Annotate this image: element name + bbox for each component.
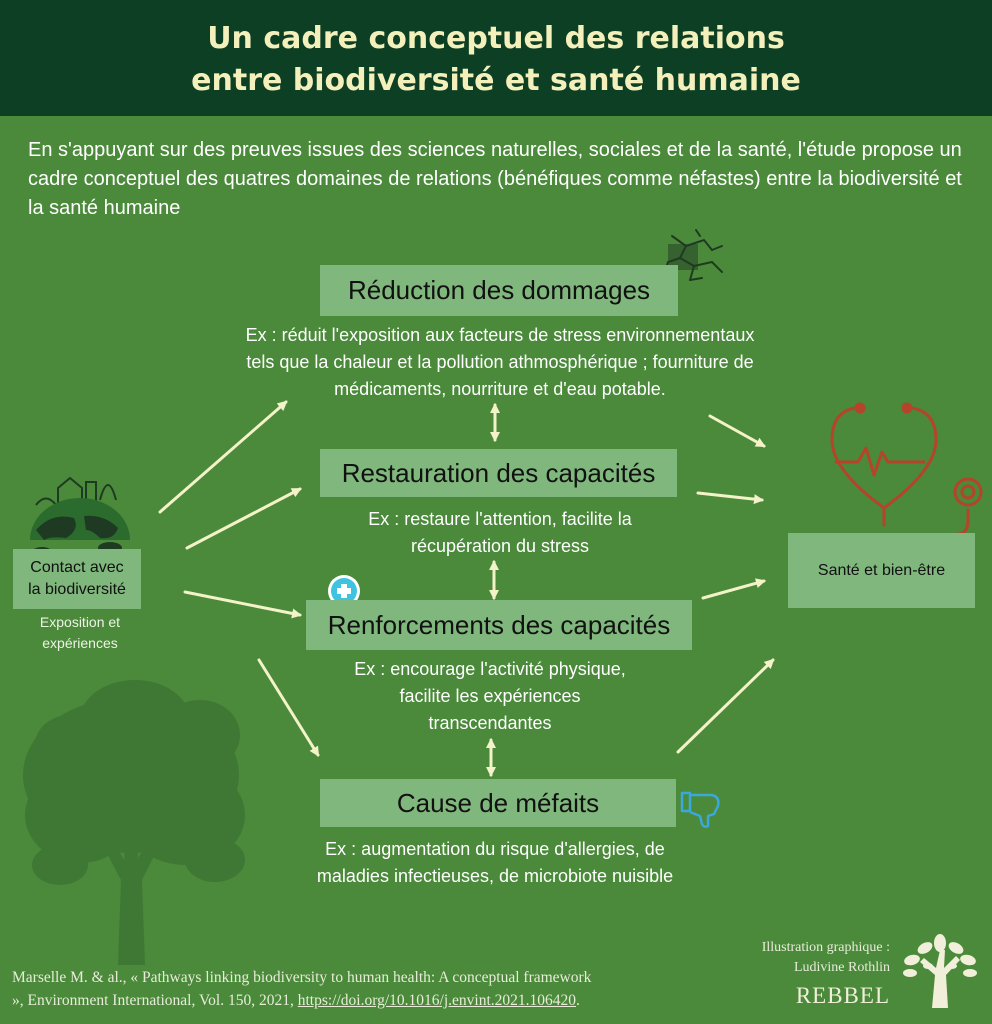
desc-line: Ex : encourage l'activité physique, <box>354 659 626 679</box>
arrow-reduction-to-health <box>710 416 764 446</box>
desc-line: tels que la chaleur et la pollution athmosphérique ; fourniture de <box>246 352 754 372</box>
contact-subtitle <box>10 612 150 654</box>
stethoscope-heartbeat-icon <box>832 404 981 534</box>
desc-line: maladies infectieuses, de microbiote nuisible <box>316 866 674 886</box>
domain-harm-title: Cause de méfaits <box>396 787 600 818</box>
health-label: Santé et bien-être <box>817 561 946 579</box>
doi-link[interactable]: https://doi.org/10.1016/j.envint.2021.106420 <box>297 992 577 1009</box>
contact-sub-line-2: expériences <box>42 635 118 651</box>
globe-city-icon <box>30 478 130 557</box>
domain-restoration-desc <box>300 506 700 560</box>
domain-reduction-title: Réduction des dommages <box>347 275 651 305</box>
domain-reduction-box <box>320 265 678 316</box>
contact-biodiversity-box <box>13 549 141 609</box>
title-line-2: entre biodiversité et santé humaine <box>191 63 801 98</box>
illustration-credit <box>700 938 890 978</box>
arrow-restoration-to-health <box>698 493 762 500</box>
domain-building-desc <box>300 656 680 737</box>
desc-line: facilite les expériences <box>399 686 581 706</box>
health-wellbeing-box <box>788 533 975 608</box>
domain-restoration-title: Restauration des capacités <box>341 457 656 488</box>
citation-line-1: Marselle M. & al., « Pathways linking biodiversity to human health: A conceptual framework <box>12 969 592 986</box>
domain-restoration-box <box>320 449 677 497</box>
citation-line-2-prefix: », Environment International, Vol. 150, 2021, <box>12 992 298 1009</box>
desc-line: Ex : réduit l'exposition aux facteurs de stress environnementaux <box>245 325 755 345</box>
desc-line: médicaments, nourriture et d'eau potable. <box>334 379 666 399</box>
citation-line-2-suffix: . <box>576 992 580 1009</box>
title-line-1: Un cadre conceptuel des relations <box>207 21 785 56</box>
arrow-harm-to-health <box>678 660 773 752</box>
contact-label-line-2: la biodiversité <box>28 581 126 598</box>
domain-reduction-desc <box>190 322 810 403</box>
desc-line: récupération du stress <box>410 536 590 556</box>
domain-harm-box <box>320 779 676 827</box>
credit-line-2: Ludivine Rothlin <box>793 960 890 975</box>
intro-text: En s'appuyant sur des preuves issues des sciences naturelles, sociales et de la santé, l'étude propose un cadre conceptuel des quatres domaines de relations (bénéfiques comme néfastes) entre la biodiversité et la santé humaine <box>28 139 962 219</box>
contact-label-line-1: Contact avec <box>30 559 124 576</box>
arrow-contact-to-building <box>185 592 300 615</box>
credit-line-1: Illustration graphique : <box>761 940 890 955</box>
desc-line: Ex : augmentation du risque d'allergies, de <box>325 839 665 859</box>
citation <box>12 966 712 1012</box>
desc-line: transcendantes <box>428 713 552 733</box>
rebbel-tree-logo-icon <box>903 934 977 1008</box>
desc-line: Ex : restaure l'attention, facilite la <box>368 509 632 529</box>
domain-building-box <box>306 600 692 650</box>
thumbs-down-icon <box>682 793 718 827</box>
domain-harm-desc <box>270 836 720 890</box>
domain-building-title: Renforcements des capacités <box>327 609 671 640</box>
brand-name: REBBEL <box>795 983 890 1008</box>
arrow-contact-to-reduction <box>160 402 286 512</box>
arrow-contact-to-restoration <box>187 489 300 548</box>
arrow-building-to-health <box>703 581 764 598</box>
contact-sub-line-1: Exposition et <box>39 614 121 630</box>
